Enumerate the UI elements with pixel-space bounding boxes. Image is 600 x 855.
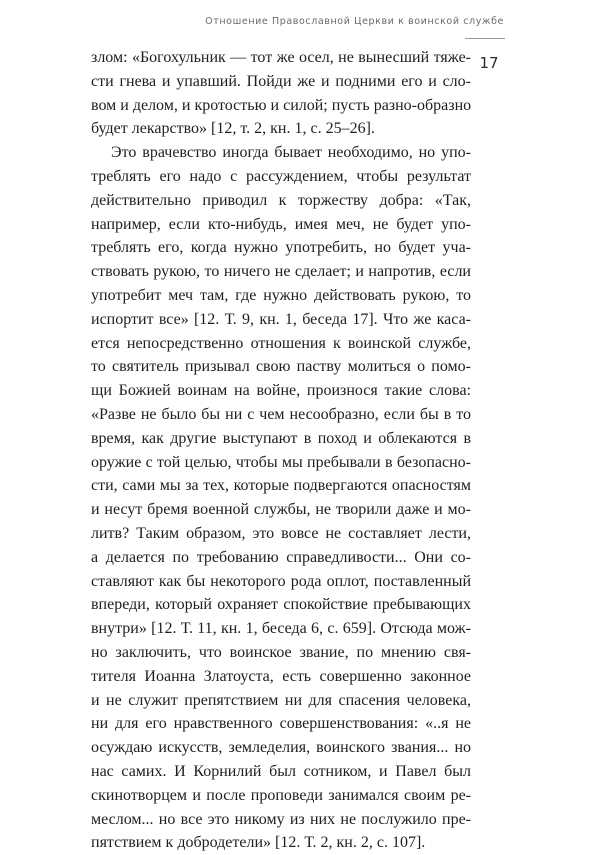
text-line: меслом... но все это никому из них не послужило пре- (91, 810, 471, 828)
text-line: ется непосредственно отношения к воинской службе, (91, 334, 471, 352)
text-line: время, как другие выступают в поход и облекаются в (91, 429, 471, 447)
text-line: нас самих. И Корнилий был сотником, и Павел был (91, 762, 471, 780)
text-line: сти гнева и упавший. Пойди же и подними его и сло- (91, 72, 471, 90)
body-text (91, 46, 471, 855)
text-line: будет лекарство» [12, т. 2, кн. 1, с. 25–26]. (91, 120, 375, 138)
text-line: испортит все» [12. Т. 9, кн. 1, беседа 17]. Что же каса- (91, 310, 471, 328)
text-line: но заключить, что воинское звание, по мнению свя- (91, 643, 471, 661)
running-head-title: Отношение Православной Церкви к воинской службе (205, 16, 504, 27)
text-line: действительно приводил к торжеству добра: «Так, (91, 191, 471, 209)
text-line: и не служит препятствием ни для спасения человека, (91, 691, 471, 709)
text-line: сти, сами мы за тех, которые подвергаются опасностям (91, 477, 471, 495)
paragraph-1 (91, 46, 471, 141)
text-line: злом: «Богохульник — тот же осел, не вынесший тяже- (91, 49, 471, 66)
text-line: употребит меч там, где нужно действовать рукою, то (91, 286, 471, 304)
text-line: оружие с той целью, чтобы мы пребывали в безопасно- (91, 453, 471, 471)
text-line: тителя Иоанна Златоуста, есть совершенно законное (91, 667, 471, 685)
text-line: ни для его нравственного совершенствования: «..я не (91, 715, 471, 733)
page-number: 17 (479, 54, 499, 72)
header-rule (465, 38, 505, 39)
text-line: «Разве не было бы ни с чем несообразно, если бы в то (91, 405, 471, 423)
text-line: треблять его, когда нужно употребить, но будет уча- (91, 239, 471, 257)
text-line: щи Божией воинам на войне, произнося такие слова: (91, 382, 471, 400)
text-line: например, если кто-нибудь, имея меч, не будет упо- (91, 215, 471, 233)
text-line: пятствием к добродетели» [12. Т. 2, кн. 2, с. 107]. (91, 834, 426, 852)
text-line: и несут бремя военной службы, не творили даже и мо- (91, 501, 471, 519)
text-line: ствовать рукою, то ничего не сделает; и напротив, если (91, 263, 471, 281)
text-line: Это врачевство иногда бывает необходимо, но упо- (111, 144, 471, 162)
text-line: вом и делом, и кротостью и силой; пусть разно-образно (91, 96, 471, 114)
text-line: треблять его надо с рассуждением, чтобы результат (91, 167, 471, 185)
text-line: то святитель призывал свою паству молиться о помо- (91, 358, 471, 376)
text-line: впереди, который охраняет спокойствие пребывающих (91, 596, 471, 614)
text-line: внутри» [12. Т. 11, кн. 1, беседа 6, с. 659]. Отсюда мож- (91, 620, 471, 638)
text-line: ставляют как бы некоторого рода оплот, поставленный (91, 572, 471, 590)
paragraph-2 (91, 141, 471, 855)
text-line: осуждаю искусств, земледелия, воинского звания... но (91, 739, 471, 757)
text-line: скинотворцем и после проповеди занимался своим ре- (91, 786, 471, 804)
text-line: а делается по требованию справедливости... Они со- (91, 548, 471, 566)
text-line: литв? Таким образом, это вовсе не составляет лести, (91, 524, 471, 542)
